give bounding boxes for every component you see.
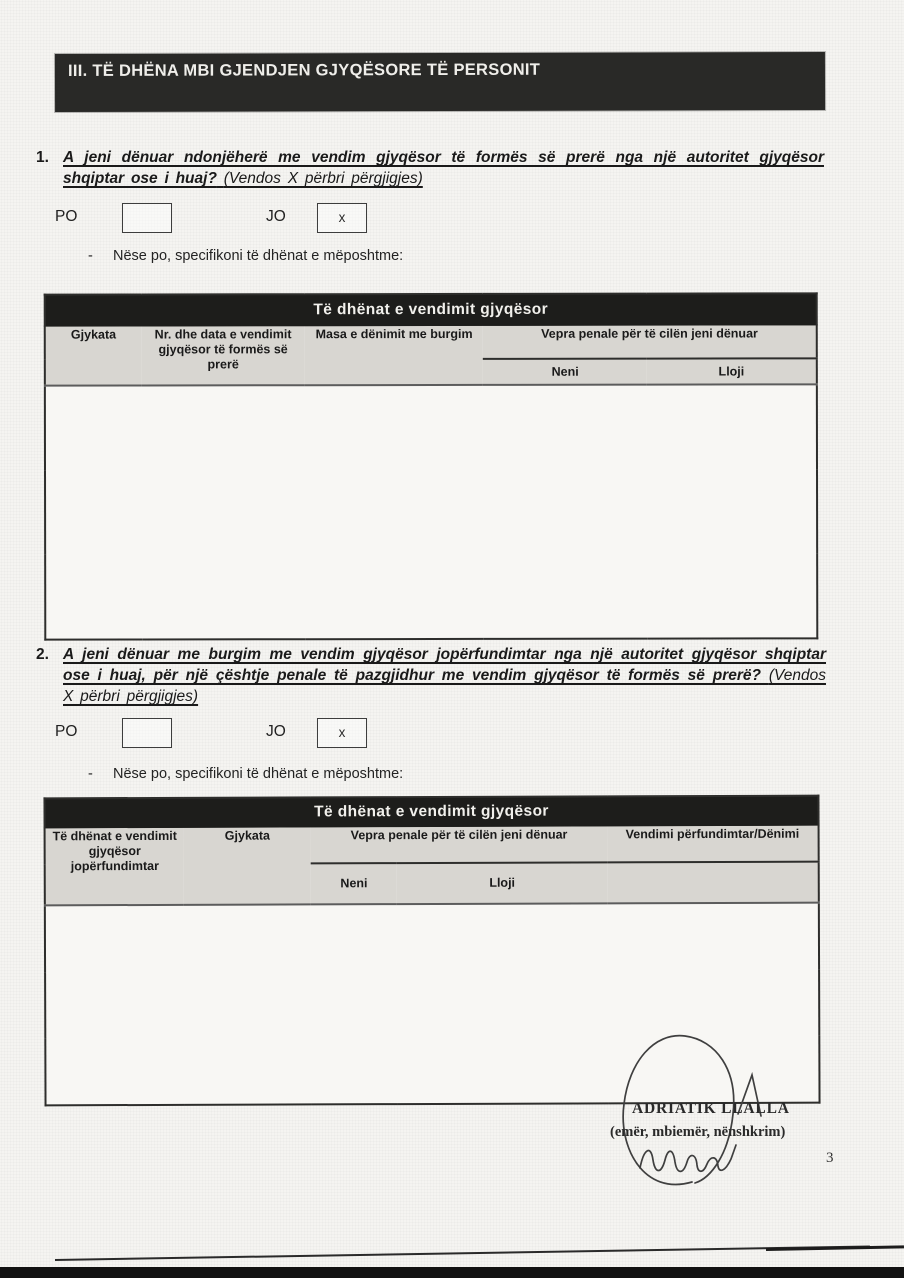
scan-artifact-line [55, 1245, 870, 1261]
table1-header-row [45, 325, 817, 360]
table1-cell [483, 470, 647, 554]
table2-title-row [44, 796, 818, 828]
q2-po-checkbox [122, 718, 172, 748]
question-2 [36, 644, 826, 707]
question-1-note: (Vendos X përbri përgjigjes) [223, 170, 423, 187]
question-1-number: 1. [36, 149, 49, 166]
table2-cell [397, 970, 608, 1037]
section-title: III. TË DHËNA MBI GJENDJEN GJYQËSORE TË PERSONIT [67, 60, 541, 80]
table1-cell [647, 384, 817, 469]
signature-caption: (emër, mbiemër, nënshkrim) [610, 1124, 786, 1140]
q1-followup-text: Nëse po, specifikoni të dhënat e mëposhtme: [113, 248, 404, 264]
scan-edge-bar [0, 1267, 904, 1278]
page-number: 3 [826, 1150, 834, 1166]
question-2-number: 2. [36, 646, 49, 663]
table1-cell [45, 386, 142, 471]
table2-cell [312, 1037, 398, 1104]
question-2-answer-row [0, 717, 904, 751]
table1-cell [142, 554, 306, 639]
table2-cell [397, 903, 608, 971]
section-header-bar [55, 52, 825, 112]
question-2-text-block [63, 644, 826, 707]
table1-cell [647, 553, 817, 638]
table2-cell [185, 1037, 312, 1104]
question-1-text-block [63, 147, 824, 189]
table2-col-gjykata: Gjykata [184, 827, 311, 905]
table2-col-vendimi: Vendimi përfundimtar/Dënimi [607, 825, 818, 862]
table2-cell [45, 972, 185, 1038]
q2-po-label: PO [55, 723, 78, 740]
q1-po-label: PO [55, 208, 78, 225]
q1-po-checkbox [122, 203, 172, 233]
table2-title: Të dhënat e vendimit gjyqësor [44, 796, 818, 828]
question-1-text: A jeni dënuar ndonjëherë me vendim gjyqësor të formës së prerë nga një autoritet gjyqësor shqiptar ose i huaj? [63, 149, 824, 187]
table1-col-gjykata: Gjykata [45, 326, 142, 386]
table1-sub-neni: Neni [483, 359, 647, 385]
table1-sub-lloji: Lloji [647, 358, 817, 384]
table1-cell [647, 469, 817, 553]
table1-cell [305, 554, 483, 639]
table2-cell [184, 904, 311, 971]
q1-jo-checkbox: x [317, 203, 367, 233]
signature-name: ADRIATIK LLALLA [632, 1100, 790, 1117]
q1-followup-dash: - [88, 248, 93, 264]
table2-cell [607, 903, 819, 971]
q2-jo-label: JO [266, 723, 286, 740]
q2-followup-text: Nëse po, specifikoni të dhënat e mëposhtme: [113, 766, 404, 782]
table1-cell [305, 385, 483, 470]
table2-cell [397, 1036, 608, 1104]
table2-header-row [45, 825, 819, 864]
table1-col-masa: Masa e dënimit me burgim [305, 325, 483, 385]
table1-title-row [45, 293, 817, 326]
q2-jo-checkbox: x [317, 718, 367, 748]
table2-cell [311, 904, 397, 971]
table2-sub-lloji: Lloji [397, 862, 608, 904]
table2-sub-neni: Neni [311, 863, 397, 904]
table1-row-3 [45, 553, 817, 639]
table2-row-1 [45, 903, 819, 973]
table2-col-te-dhenat: Të dhënat e vendimit gjyqësor jopërfundimtar [45, 827, 185, 905]
question-2-text: A jeni dënuar me burgim me vendim gjyqësor jopërfundimtar nga një autoritet gjyqësor shqiptar ose i huaj, për një çështje penale të pazgjidhur me vendim gjyqësor të formës së prerë? [63, 646, 826, 684]
q1-jo-label: JO [266, 208, 286, 225]
table2-cell [45, 1038, 185, 1105]
table1-cell [141, 385, 305, 470]
table2-cell [45, 905, 185, 972]
table1-title: Të dhënat e vendimit gjyqësor [45, 293, 817, 326]
table1-row-2 [45, 469, 817, 554]
table-court-decisions-final [44, 292, 819, 640]
table1-cell [305, 470, 483, 554]
table1-cell [142, 470, 306, 554]
table2-cell [608, 970, 820, 1037]
q2-followup-dash: - [88, 766, 93, 782]
table1-col-vepra: Vepra penale për të cilën jeni dënuar [483, 325, 817, 359]
question-2-note: (Vendos X përbri përgjigjes) [63, 667, 826, 705]
table2-cell [311, 971, 397, 1037]
table1-cell [45, 555, 142, 640]
table1-col-nr-data: Nr. dhe data e vendimit gjyqësor të formës së prerë [141, 326, 305, 386]
table1-row-1 [45, 384, 817, 470]
table1-cell [45, 471, 142, 555]
question-1-answer-row [0, 202, 904, 236]
table2-sub-vendimi-empty [607, 862, 818, 904]
table2-col-vepra: Vepra penale për të cilën jeni dënuar [311, 826, 608, 864]
table1-cell [484, 554, 648, 639]
question-1 [36, 147, 824, 189]
table2-cell [184, 971, 311, 1037]
table1-cell [483, 385, 647, 470]
